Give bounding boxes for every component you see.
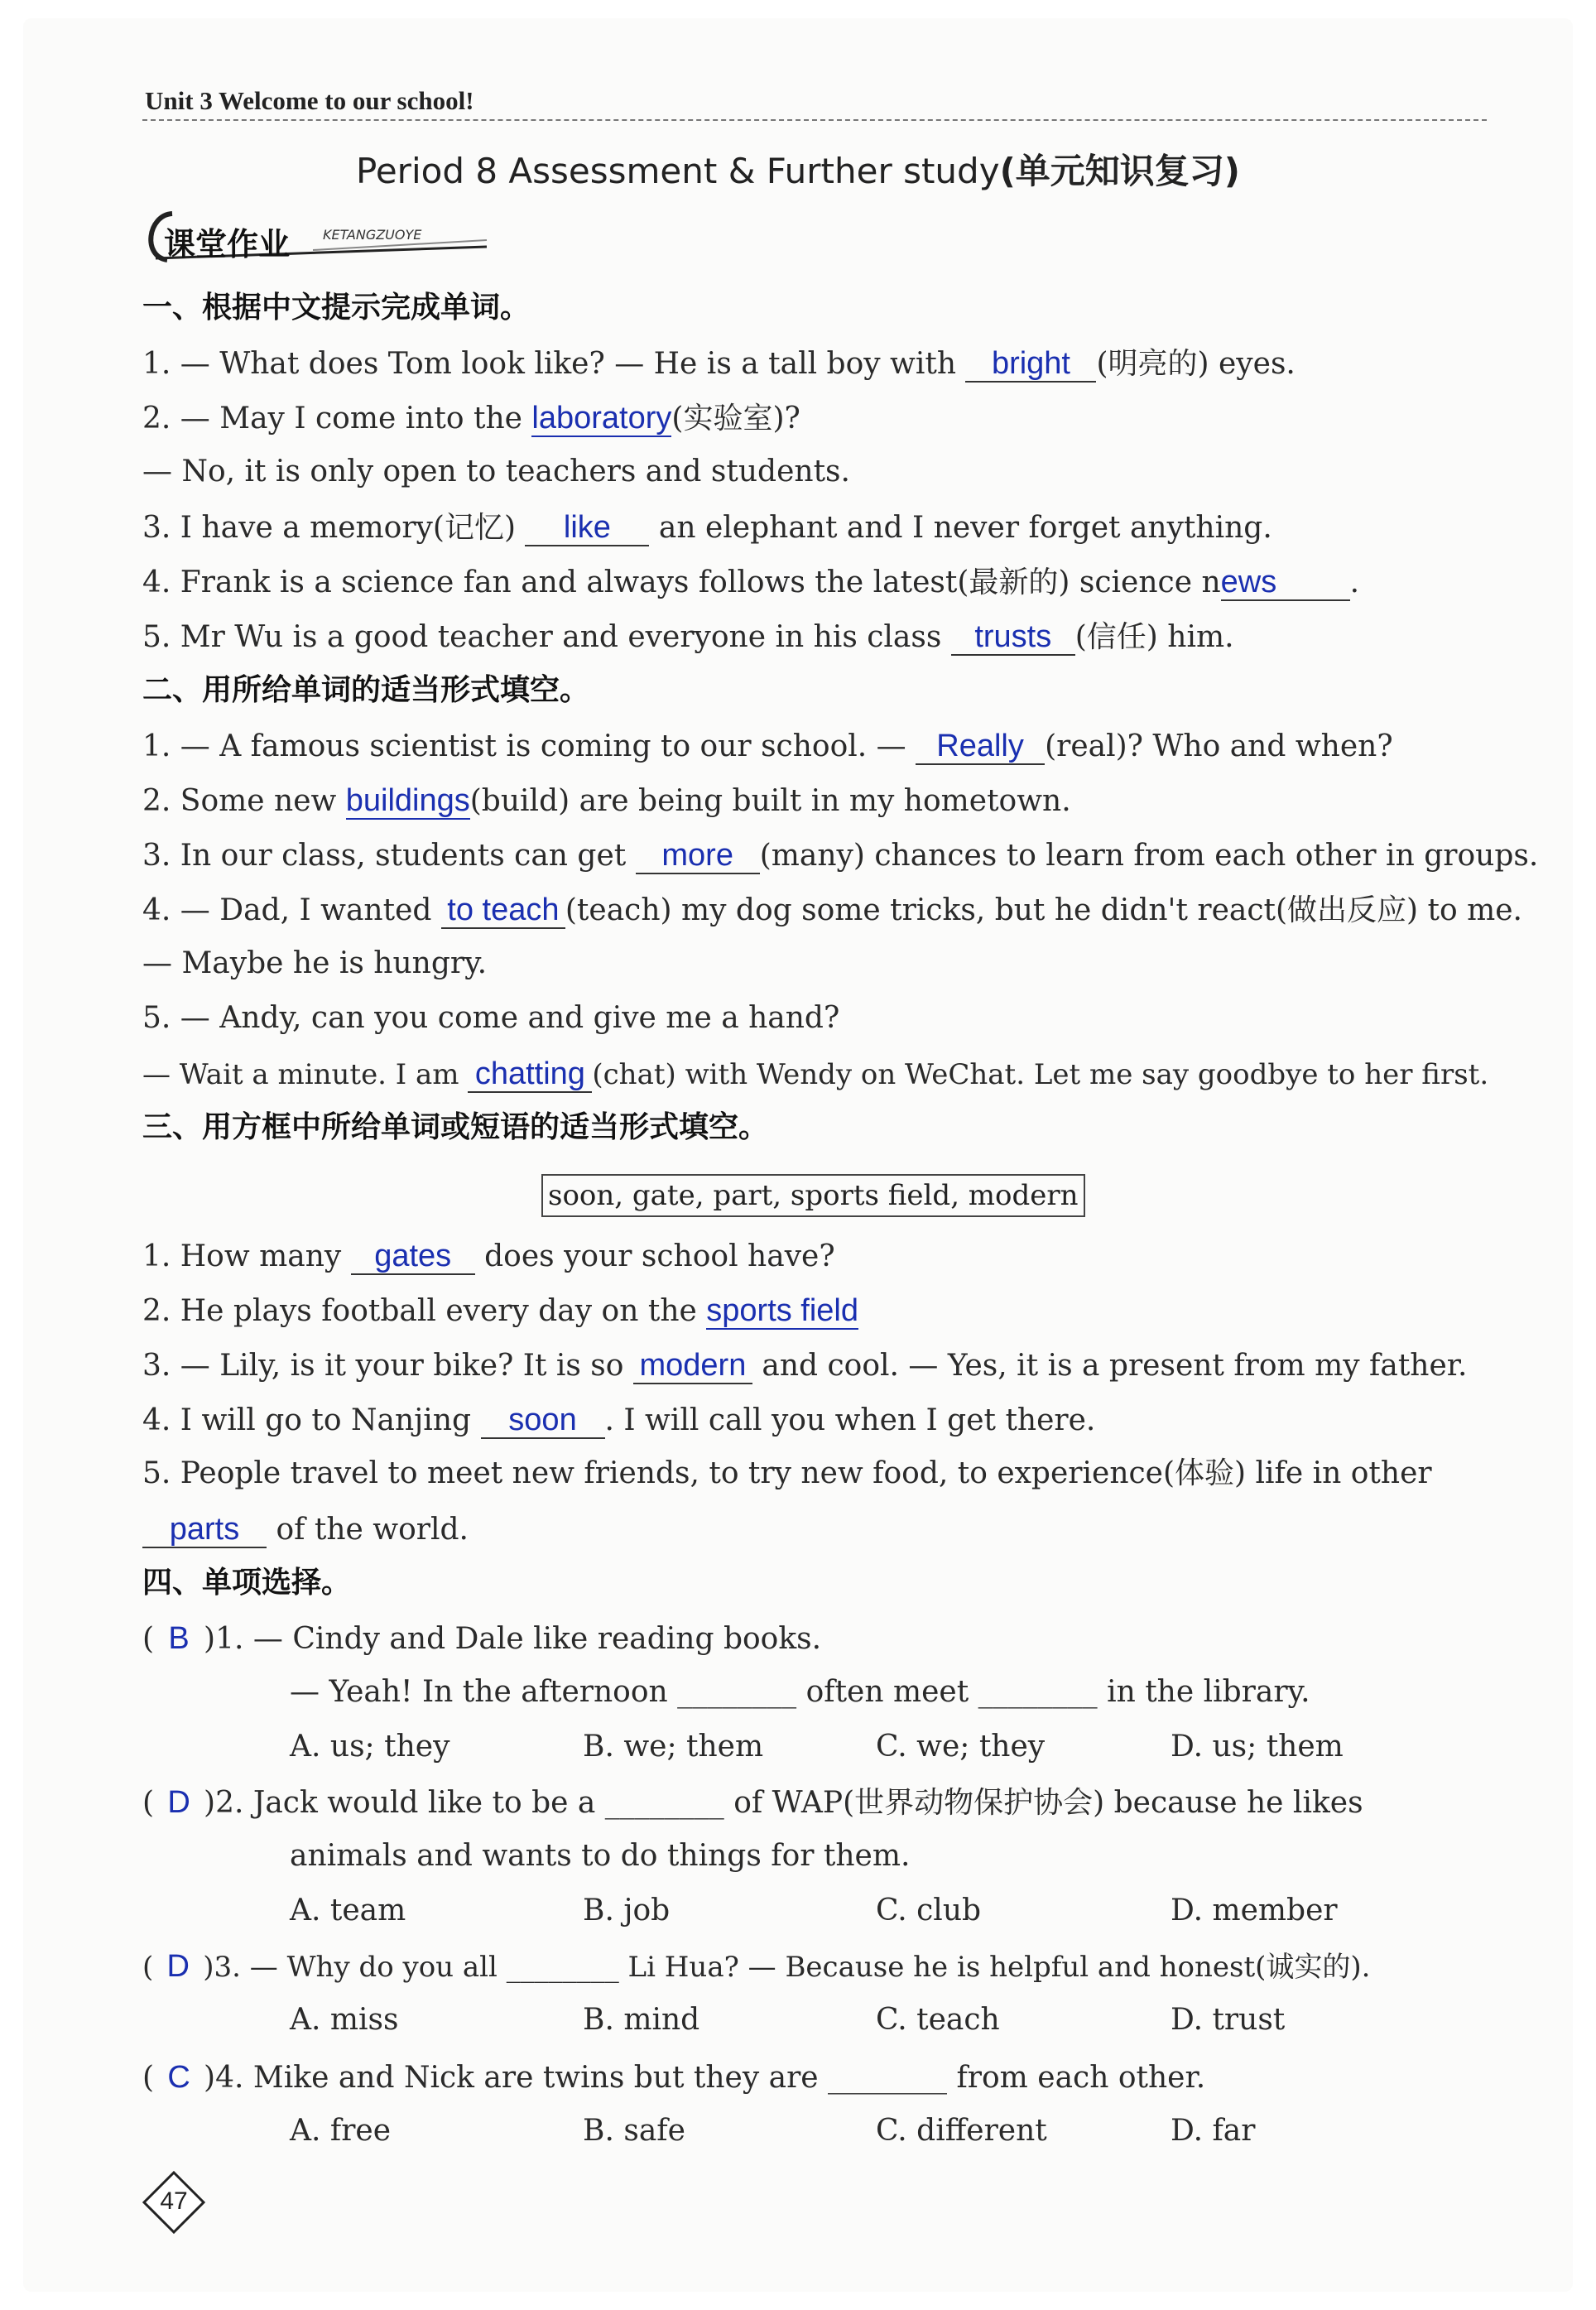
badge-sub: KETANGZUOYE — [323, 227, 422, 243]
mc-q3-opt-d[interactable]: D. trust — [1171, 2003, 1286, 2037]
mc-q1-opt-c[interactable]: C. we; they — [876, 1730, 1046, 1764]
s1-q2-reply: — No, it is only open to teachers and students. — [142, 455, 850, 488]
s2-q3: 3. In our class, students can get more (many) chances to learn from each other in groups. — [142, 838, 1539, 873]
s3-q4: 4. I will go to Nanjing soon . I will call you when I get there. — [142, 1403, 1096, 1437]
s3-q2-answer[interactable]: sports field — [706, 1293, 859, 1328]
s1-q2-answer[interactable]: laboratory — [531, 401, 672, 436]
mc-q3-opt-c[interactable]: C. teach — [876, 2003, 1000, 2037]
mc-q4-opt-b[interactable]: B. safe — [583, 2114, 685, 2148]
page-number: 47 — [160, 2187, 188, 2215]
s3-q1-blank[interactable]: gates — [351, 1240, 475, 1275]
period-title-text: Period 8 Assessment & Further study — [356, 151, 1000, 191]
mc-q4-opt-c[interactable]: C. different — [876, 2114, 1047, 2148]
section3-title: 三、用方框中所给单词或短语的适当形式填空。 — [142, 1110, 769, 1144]
s1-q4-blank[interactable]: ews — [1221, 566, 1350, 601]
s2-q4: 4. — Dad, I wanted to teach (teach) my dog some tricks, but he didn't react(做出反应) to me. — [142, 893, 1522, 927]
mc-q3-opt-a[interactable]: A. miss — [290, 2003, 399, 2037]
section1-title: 一、根据中文提示完成单词。 — [142, 291, 531, 325]
mc-q2-answer[interactable]: D — [167, 1785, 190, 1820]
s1-q4: 4. Frank is a science fan and always follows the latest(最新的) science news . — [142, 565, 1360, 599]
s3-q1: 1. How many gates does your school have? — [142, 1239, 835, 1273]
s2-q3-blank[interactable]: more — [636, 840, 760, 874]
s2-q2-answer[interactable]: buildings — [345, 783, 470, 818]
mc-q4-opt-a[interactable]: A. free — [290, 2114, 392, 2148]
mc-q3: ( D )3. — Why do you all ________ Li Hua? — Because he is helpful and honest(诚实的). — [142, 1949, 1371, 1984]
mc-q1-opt-d[interactable]: D. us; them — [1171, 1730, 1344, 1764]
mc-q2: ( D )2. Jack would like to be a ________ of WAP(世界动物保护协会) because he likes — [142, 1785, 1363, 1820]
mc-q2-opt-a[interactable]: A. team — [290, 1894, 406, 1927]
s1-q3: 3. I have a memory(记忆) like an elephant and I never forget anything. — [142, 510, 1272, 545]
s1-q5: 5. Mr Wu is a good teacher and everyone in his class trusts (信任) him. — [142, 619, 1234, 654]
mc-q1-line2: — Yeah! In the afternoon ________ often meet ________ in the library. — [290, 1675, 1310, 1709]
classwork-badge — [139, 209, 495, 267]
s2-q5-reply: — Wait a minute. I am chatting (chat) with Wendy on WeChat. Let me say goodbye to her first. — [142, 1056, 1489, 1091]
s2-q1-blank[interactable]: Really — [916, 730, 1045, 765]
s2-q2: 2. Some new buildings(build) are being built in my hometown. — [142, 783, 1071, 818]
page-title — [0, 144, 1596, 194]
s2-q5-blank[interactable]: chatting — [468, 1058, 592, 1093]
mc-q4: ( C )4. Mike and Nick are twins but they are ________ from each other. — [142, 2060, 1206, 2095]
s1-q1: 1. — What does Tom look like? — He is a tall boy with bright (明亮的) eyes. — [142, 346, 1296, 381]
badge-label: 课堂作业 — [164, 226, 291, 262]
s3-q2: 2. He plays football every day on the sports field — [142, 1293, 859, 1328]
s3-q4-blank[interactable]: soon — [481, 1404, 605, 1439]
header-divider — [142, 119, 1487, 121]
s2-q5: 5. — Andy, can you come and give me a hand? — [142, 1001, 840, 1035]
s1-q1-blank[interactable]: bright — [965, 348, 1096, 383]
s3-q5-cont: parts of the world. — [142, 1514, 469, 1548]
s1-q3-blank[interactable]: like — [525, 512, 649, 546]
mc-q2-line2: animals and wants to do things for them. — [290, 1839, 911, 1873]
page-number-badge — [141, 2169, 207, 2235]
mc-q2-opt-d[interactable]: D. member — [1171, 1894, 1338, 1927]
s1-q2: 2. — May I come into the laboratory(实验室)? — [142, 401, 800, 436]
mc-q3-answer[interactable]: D — [166, 1949, 190, 1984]
word-box: soon, gate, part, sports field, modern — [541, 1174, 1085, 1217]
mc-q2-opt-c[interactable]: C. club — [876, 1894, 982, 1927]
section4-title: 四、单项选择。 — [142, 1566, 352, 1600]
unit-header: Unit 3 Welcome to our school! — [145, 86, 474, 115]
mc-q1: ( B )1. — Cindy and Dale like reading books. — [142, 1621, 822, 1656]
s1-q5-blank[interactable]: trusts — [951, 621, 1075, 656]
s2-q1: 1. — A famous scientist is coming to our school. — Really (real)? Who and when? — [142, 729, 1393, 763]
mc-q4-opt-d[interactable]: D. far — [1171, 2114, 1256, 2148]
s3-q5-blank[interactable]: parts — [142, 1514, 267, 1548]
section2-title: 二、用所给单词的适当形式填空。 — [142, 673, 590, 707]
s2-q4-reply: — Maybe he is hungry. — [142, 946, 488, 980]
mc-q1-answer[interactable]: B — [168, 1621, 190, 1656]
s3-q3-blank[interactable]: modern — [633, 1350, 752, 1384]
s3-q3: 3. — Lily, is it your bike? It is so modern and cool. — Yes, it is a present from my father. — [142, 1348, 1468, 1383]
mc-q2-opt-b[interactable]: B. job — [583, 1894, 671, 1927]
mc-q4-answer[interactable]: C — [167, 2060, 190, 2095]
s3-q5: 5. People travel to meet new friends, to try new food, to experience(体验) life in other — [142, 1456, 1432, 1490]
mc-q1-opt-a[interactable]: A. us; they — [290, 1730, 450, 1764]
period-title-cn: (单元知识复习) — [999, 151, 1240, 191]
s2-q4-blank[interactable]: to teach — [441, 894, 565, 929]
mc-q1-opt-b[interactable]: B. we; them — [583, 1730, 764, 1764]
mc-q3-opt-b[interactable]: B. mind — [583, 2003, 700, 2037]
